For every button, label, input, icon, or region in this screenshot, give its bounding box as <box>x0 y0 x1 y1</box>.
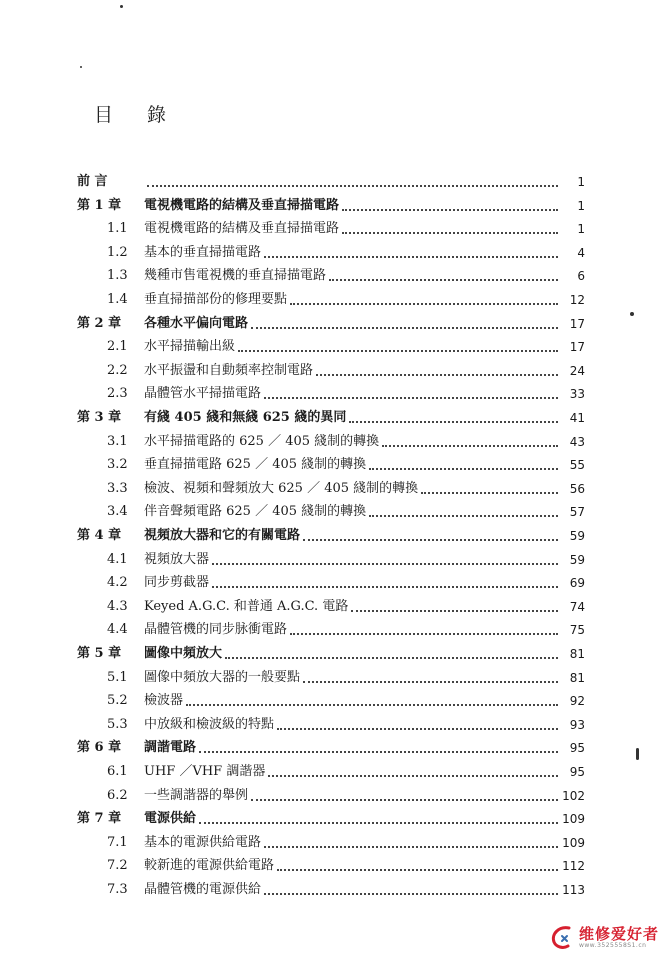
toc-entry-label <box>107 268 326 284</box>
toc-entry-number: 3.2 <box>107 457 128 473</box>
toc-entry-title: 各種水平偏向電路 <box>144 315 249 331</box>
toc-dot-leader <box>351 610 558 612</box>
toc-entry-label <box>107 835 261 851</box>
scan-speck <box>80 66 82 68</box>
toc-page-number: 81 <box>569 670 585 685</box>
toc-dot-leader <box>264 397 558 399</box>
toc-section-entry <box>0 689 667 709</box>
toc-dot-leader <box>186 704 558 706</box>
toc-dot-leader <box>199 751 558 753</box>
toc-entry-title: UHF ／VHF 調諧器 <box>144 764 266 779</box>
toc-page-number: 43 <box>569 434 585 449</box>
toc-page-number: 4 <box>577 245 585 260</box>
toc-entry-title: 水平掃描電路的 625 ／ 405 綫制的轉換 <box>144 433 380 449</box>
toc-entry-number: 6.1 <box>107 764 128 779</box>
toc-entry-title: 水平掃描輸出級 <box>144 339 236 355</box>
toc-section-entry <box>0 382 667 402</box>
toc-entry-number: 5.2 <box>107 693 128 709</box>
toc-entry-label <box>107 339 235 355</box>
toc-entry-label <box>107 693 183 709</box>
toc-section-entry <box>0 831 667 851</box>
toc-page-number: 59 <box>569 529 585 543</box>
toc-page-number: 109 <box>562 835 585 850</box>
toc-section-entry <box>0 453 667 473</box>
toc-entry-title: 基本的垂直掃描電路 <box>144 244 262 260</box>
toc-entry-title: 同步剪截器 <box>144 575 210 591</box>
toc-entry-number: 2.2 <box>107 362 128 378</box>
toc-entry-number: 1.1 <box>107 221 128 237</box>
toc-entry-label <box>107 858 274 874</box>
toc-section-entry <box>0 571 667 591</box>
toc-section-entry <box>0 760 667 780</box>
toc-entry-number: 第 7 章 <box>77 811 122 827</box>
toc-entry-title: 圖像中頻放大 <box>144 646 223 661</box>
toc-dot-leader <box>264 846 558 848</box>
toc-entry-title: 幾種市售電視機的垂直掃描電路 <box>144 268 327 284</box>
toc-entry-number: 7.3 <box>107 882 128 897</box>
toc-dot-leader <box>349 421 558 423</box>
toc-dot-leader <box>303 539 558 541</box>
toc-page-number: 59 <box>569 552 585 567</box>
toc-entry-title: 檢波器 <box>144 693 184 709</box>
toc-section-entry <box>0 359 667 379</box>
toc-page-number: 41 <box>569 411 585 425</box>
toc-dot-leader <box>290 633 558 635</box>
toc-page-number: 75 <box>569 623 585 638</box>
toc-entry-title: 較新進的電源供給電路 <box>144 858 275 874</box>
toc-entry-number: 1.2 <box>107 244 128 260</box>
toc-page-number: 93 <box>569 717 585 732</box>
toc-page-number: 55 <box>569 458 585 473</box>
toc-entry-label <box>107 363 313 379</box>
toc-section-entry <box>0 618 667 638</box>
toc-chapter-entry <box>0 736 667 756</box>
toc-dot-leader <box>303 681 558 683</box>
toc-chapter-entry <box>0 312 667 332</box>
toc-page-number: 109 <box>562 812 585 827</box>
toc-dot-leader <box>251 327 558 329</box>
toc-section-entry <box>0 264 667 284</box>
toc-section-entry <box>0 500 667 520</box>
toc-dot-leader <box>238 350 558 352</box>
toc-entry-label <box>77 646 222 662</box>
toc-entry-number: 7.2 <box>107 858 128 874</box>
watermark-name: 维修爱好者 <box>578 924 659 943</box>
toc-entry-number: 第 1 章 <box>77 197 122 213</box>
toc-entry-label <box>77 811 196 827</box>
toc-entry-title: 晶體管機的同步脉衝電路 <box>144 622 288 638</box>
toc-preface-entry <box>0 170 667 190</box>
toc-dot-leader <box>225 657 558 659</box>
toc-page-number: 113 <box>562 883 585 897</box>
toc-section-entry <box>0 288 667 308</box>
toc-entry-number: 前 言 <box>77 174 108 189</box>
toc-section-entry <box>0 878 667 898</box>
toc-entry-label <box>107 292 287 308</box>
toc-page-number: 33 <box>569 387 585 402</box>
toc-entry-title: 圖像中頻放大器的一般要點 <box>144 669 301 685</box>
toc-entry-label <box>107 552 209 568</box>
toc-entry-number: 第 5 章 <box>77 646 122 661</box>
scan-speck <box>630 312 634 316</box>
toc-entry-label <box>77 198 339 214</box>
toc-entry-title: 垂直掃描電路 625 ／ 405 綫制的轉換 <box>144 457 367 473</box>
toc-entry-title: 檢波、視頻和聲頻放大 625 ／ 405 綫制的轉換 <box>144 480 419 496</box>
toc-entry-number: 2.3 <box>107 386 128 402</box>
toc-page-number: 1 <box>577 175 585 189</box>
toc-entry-label <box>107 717 274 733</box>
toc-entry-number: 6.2 <box>107 787 128 803</box>
toc-page-number: 17 <box>569 316 585 331</box>
toc-dot-leader <box>369 468 558 470</box>
toc-page-number: 102 <box>562 788 585 803</box>
toc-entry-label <box>107 882 261 898</box>
toc-page-number: 57 <box>569 505 585 520</box>
toc-dot-leader <box>342 209 558 211</box>
toc-entry-label <box>77 410 346 426</box>
watermark <box>549 924 659 950</box>
toc-entry-title: 垂直掃描部份的修理要點 <box>144 292 288 307</box>
toc-chapter-entry <box>0 524 667 544</box>
watermark-logo-icon <box>549 924 575 950</box>
toc-entry-number: 1.4 <box>107 292 128 307</box>
toc-entry-label <box>107 245 261 261</box>
toc-dot-leader <box>369 515 558 517</box>
toc-dot-leader <box>147 185 558 187</box>
watermark-url: www.3525558S1.cn <box>578 941 647 949</box>
toc-entry-label <box>107 622 287 638</box>
toc-entry-number: 4.3 <box>107 598 128 614</box>
toc-entry-number: 3.1 <box>107 433 128 449</box>
toc-entry-title: 晶體管水平掃描電路 <box>144 386 262 402</box>
toc-dot-leader <box>316 374 558 376</box>
toc-page-number: 95 <box>569 765 585 779</box>
toc-entry-label <box>107 386 261 402</box>
toc-entry-title: 中放級和檢波級的特點 <box>144 716 275 732</box>
toc-dot-leader <box>264 256 558 258</box>
toc-entry-label <box>107 788 248 804</box>
toc-entry-label <box>107 221 339 237</box>
toc-section-entry <box>0 217 667 237</box>
toc-entry-label <box>107 764 265 780</box>
toc-entry-title: 有綫 405 綫和無綫 625 綫的異同 <box>144 410 347 425</box>
toc-entry-label <box>107 457 366 473</box>
toc-page-number: 112 <box>562 859 585 874</box>
toc-chapter-entry <box>0 194 667 214</box>
toc-section-entry <box>0 477 667 497</box>
toc-entry-number: 第 2 章 <box>77 315 122 331</box>
scan-speck <box>636 748 639 760</box>
toc-dot-leader <box>342 232 558 234</box>
toc-entry-title: Keyed A.G.C. 和普通 A.G.C. 電路 <box>144 598 349 614</box>
toc-dot-leader <box>212 586 558 588</box>
toc-entry-label <box>107 434 379 450</box>
toc-entry-number: 4.4 <box>107 622 128 638</box>
toc-entry-number: 3.3 <box>107 480 128 496</box>
toc-dot-leader <box>212 563 558 565</box>
toc-entry-number: 5.3 <box>107 716 128 732</box>
toc-chapter-entry <box>0 406 667 426</box>
toc-section-entry <box>0 595 667 615</box>
toc-page-number: 74 <box>569 599 585 614</box>
toc-entry-title: 視頻放大器 <box>144 551 210 567</box>
toc-dot-leader <box>251 799 558 801</box>
toc-section-entry <box>0 335 667 355</box>
toc-section-entry <box>0 784 667 804</box>
toc-page-number: 69 <box>569 576 585 591</box>
toc-section-entry <box>0 548 667 568</box>
toc-dot-leader <box>264 893 558 895</box>
toc-entry-number: 1.3 <box>107 268 128 284</box>
toc-entry-number: 2.1 <box>107 339 128 355</box>
toc-entry-title: 基本的電源供給電路 <box>144 834 262 850</box>
toc-dot-leader <box>199 822 558 824</box>
toc-entry-label <box>77 528 300 544</box>
scan-speck <box>120 5 123 8</box>
toc-section-entry <box>0 854 667 874</box>
toc-entry-label <box>107 481 418 497</box>
toc-entry-label <box>77 316 248 332</box>
toc-section-entry <box>0 241 667 261</box>
toc-entry-title: 一些調諧器的舉例 <box>144 787 249 803</box>
toc-chapter-entry <box>0 807 667 827</box>
toc-entry-number: 7.1 <box>107 834 128 850</box>
toc-section-entry <box>0 713 667 733</box>
toc-section-entry <box>0 666 667 686</box>
toc-entry-title: 晶體管機的電源供給 <box>144 882 262 897</box>
toc-entry-label <box>77 740 196 756</box>
toc-section-entry <box>0 430 667 450</box>
toc-entry-number: 第 3 章 <box>77 410 122 425</box>
toc-page-number: 1 <box>577 198 585 213</box>
toc-dot-leader <box>329 279 558 281</box>
toc-dot-leader <box>382 445 558 447</box>
toc-page-number: 92 <box>569 694 585 709</box>
toc-page-number: 1 <box>577 222 585 237</box>
toc-dot-leader <box>277 728 558 730</box>
toc-entry-title: 電源供給 <box>144 811 197 827</box>
toc-page-number: 81 <box>569 647 585 661</box>
toc-page-number: 17 <box>569 340 585 355</box>
toc-entry-number: 5.1 <box>107 669 128 685</box>
toc-entry-title: 水平振盪和自動頻率控制電路 <box>144 362 314 378</box>
toc-entry-title: 電視機電路的結構及垂直掃描電路 <box>144 221 340 237</box>
toc-page-number: 24 <box>569 363 585 378</box>
toc-page-number: 12 <box>569 293 585 307</box>
toc-dot-leader <box>268 775 558 777</box>
toc-entry-label <box>107 599 348 615</box>
toc-entry-title: 視頻放大器和它的有關電路 <box>144 528 301 543</box>
toc-entry-label <box>107 575 209 591</box>
toc-entry-label <box>107 670 300 686</box>
toc-entry-title: 調諧電路 <box>144 740 197 756</box>
toc-entry-number: 第 6 章 <box>77 740 122 756</box>
toc-entry-label <box>107 504 366 520</box>
toc-entry-title: 伴音聲頻電路 625 ／ 405 綫制的轉換 <box>144 504 367 520</box>
toc-entry-number: 4.1 <box>107 551 128 567</box>
toc-page-number: 56 <box>569 481 585 496</box>
toc-entry-title: 電視機電路的結構及垂直掃描電路 <box>144 197 340 213</box>
toc-dot-leader <box>290 303 558 305</box>
page-title: 目 錄 <box>94 104 181 126</box>
toc-entry-number: 第 4 章 <box>77 528 122 543</box>
toc-dot-leader <box>421 492 558 494</box>
toc-page-number: 6 <box>577 269 585 284</box>
toc-page-number: 95 <box>569 741 585 756</box>
toc-entry-number: 3.4 <box>107 504 128 520</box>
toc-entry-number: 4.2 <box>107 575 128 591</box>
toc-entry-label <box>77 174 144 190</box>
toc-chapter-entry <box>0 642 667 662</box>
toc-dot-leader <box>277 869 558 871</box>
